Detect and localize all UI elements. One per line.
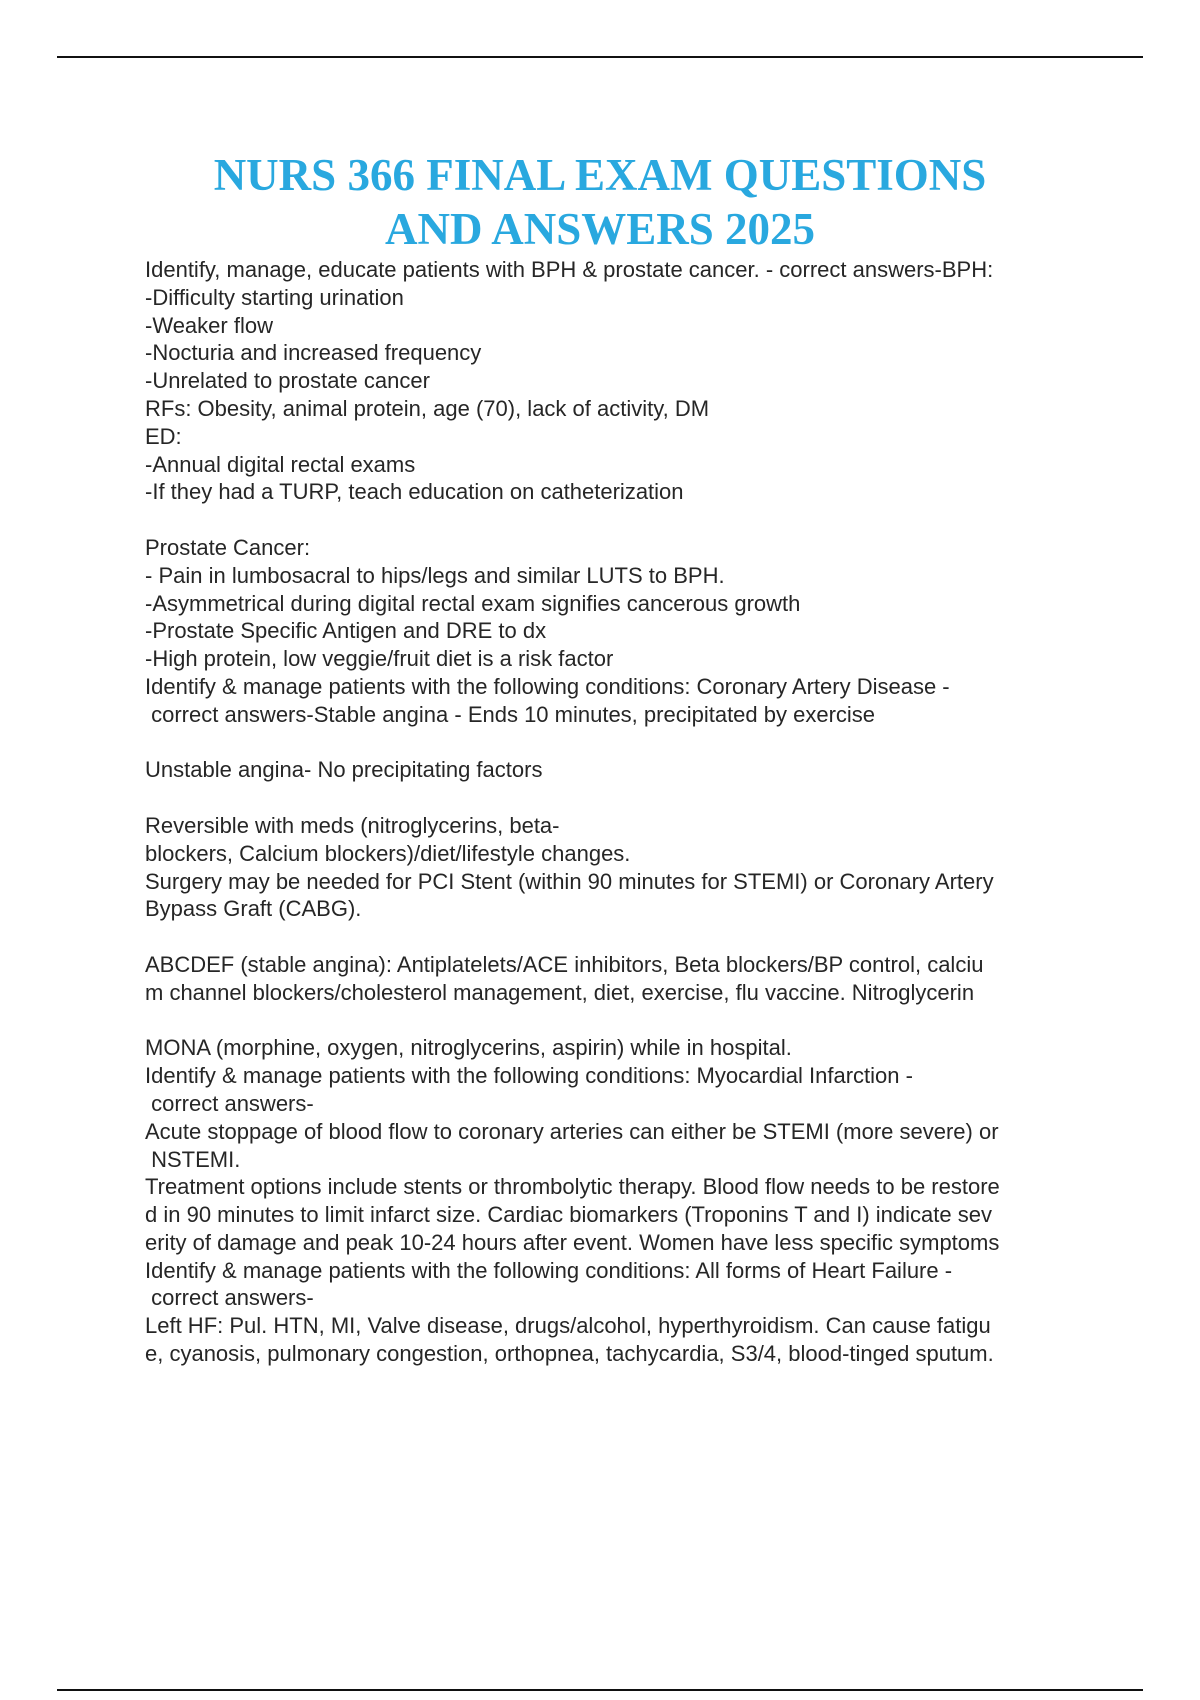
text-line: Unstable angina- No precipitating factors — [145, 757, 543, 783]
text-line: -Difficulty starting urination — [145, 284, 404, 310]
text-line: -High protein, low veggie/fruit diet is a risk factor — [145, 646, 614, 672]
text-line: Identify & manage patients with the following conditions: All forms of Heart Failure - — [145, 1257, 953, 1283]
text-line: Treatment options include stents or thrombolytic therapy. Blood flow needs to be restore — [145, 1174, 1000, 1200]
text-line: correct answers- — [145, 1285, 314, 1311]
document-body — [145, 256, 1095, 1368]
text-line: d in 90 minutes to limit infarct size. Cardiac biomarkers (Troponins T and I) indicate sev — [145, 1202, 992, 1228]
text-line: -Annual digital rectal exams — [145, 451, 416, 477]
text-line: correct answers-Stable angina - Ends 10 minutes, precipitated by exercise — [145, 701, 876, 727]
text-line: -Nocturia and increased frequency — [145, 340, 482, 366]
text-line: Bypass Graft (CABG). — [145, 896, 362, 922]
text-line: Identify & manage patients with the following conditions: Myocardial Infarction - — [145, 1063, 913, 1089]
text-line: NSTEMI. — [145, 1146, 241, 1172]
text-line: -If they had a TURP, teach education on catheterization — [145, 479, 684, 505]
text-line: -Prostate Specific Antigen and DRE to dx — [145, 618, 547, 644]
text-line: Reversible with meds (nitroglycerins, beta- — [145, 812, 560, 838]
text-line: MONA (morphine, oxygen, nitroglycerins, aspirin) while in hospital. — [145, 1035, 792, 1061]
page-title — [0, 148, 1200, 256]
top-divider — [57, 56, 1143, 58]
text-line: Left HF: Pul. HTN, MI, Valve disease, drugs/alcohol, hyperthyroidism. Can cause fatigu — [145, 1313, 991, 1339]
bottom-divider — [57, 1689, 1143, 1691]
title-line: AND ANSWERS 2025 — [384, 204, 816, 254]
text-line: ABCDEF (stable angina): Antiplatelets/ACE inhibitors, Beta blockers/BP control, calciu — [145, 951, 984, 977]
text-line: Identify, manage, educate patients with BPH & prostate cancer. - correct answers-BPH: — [145, 257, 994, 282]
text-line: blockers, Calcium blockers)/diet/lifestyle changes. — [145, 840, 631, 866]
text-line: RFs: Obesity, animal protein, age (70), lack of activity, DM — [145, 395, 710, 421]
text-line: e, cyanosis, pulmonary congestion, orthopnea, tachycardia, S3/4, blood-tinged sputum. — [145, 1341, 994, 1367]
text-line: Surgery may be needed for PCI Stent (within 90 minutes for STEMI) or Coronary Artery — [145, 868, 994, 894]
text-line: erity of damage and peak 10-24 hours after event. Women have less specific symptoms — [145, 1229, 1000, 1255]
blank-line — [145, 506, 1095, 534]
text-line: ED: — [145, 423, 182, 449]
text-line: -Unrelated to prostate cancer — [145, 368, 430, 394]
blank-line — [145, 784, 1095, 812]
blank-line — [145, 729, 1095, 757]
title-line: NURS 366 FINAL EXAM QUESTIONS — [213, 150, 987, 200]
text-line: m channel blockers/cholesterol management, diet, exercise, flu vaccine. Nitroglycerin — [145, 979, 975, 1005]
text-line: Identify & manage patients with the following conditions: Coronary Artery Disease - — [145, 673, 950, 699]
text-line: correct answers- — [145, 1090, 314, 1116]
text-line: -Asymmetrical during digital rectal exam signifies cancerous growth — [145, 590, 801, 616]
blank-line — [145, 923, 1095, 951]
text-line: Prostate Cancer: — [145, 534, 311, 560]
text-line: -Weaker flow — [145, 312, 273, 338]
blank-line — [145, 1007, 1095, 1035]
text-line: - Pain in lumbosacral to hips/legs and similar LUTS to BPH. — [145, 562, 725, 588]
text-line: Acute stoppage of blood flow to coronary arteries can either be STEMI (more severe) or — [145, 1118, 999, 1144]
